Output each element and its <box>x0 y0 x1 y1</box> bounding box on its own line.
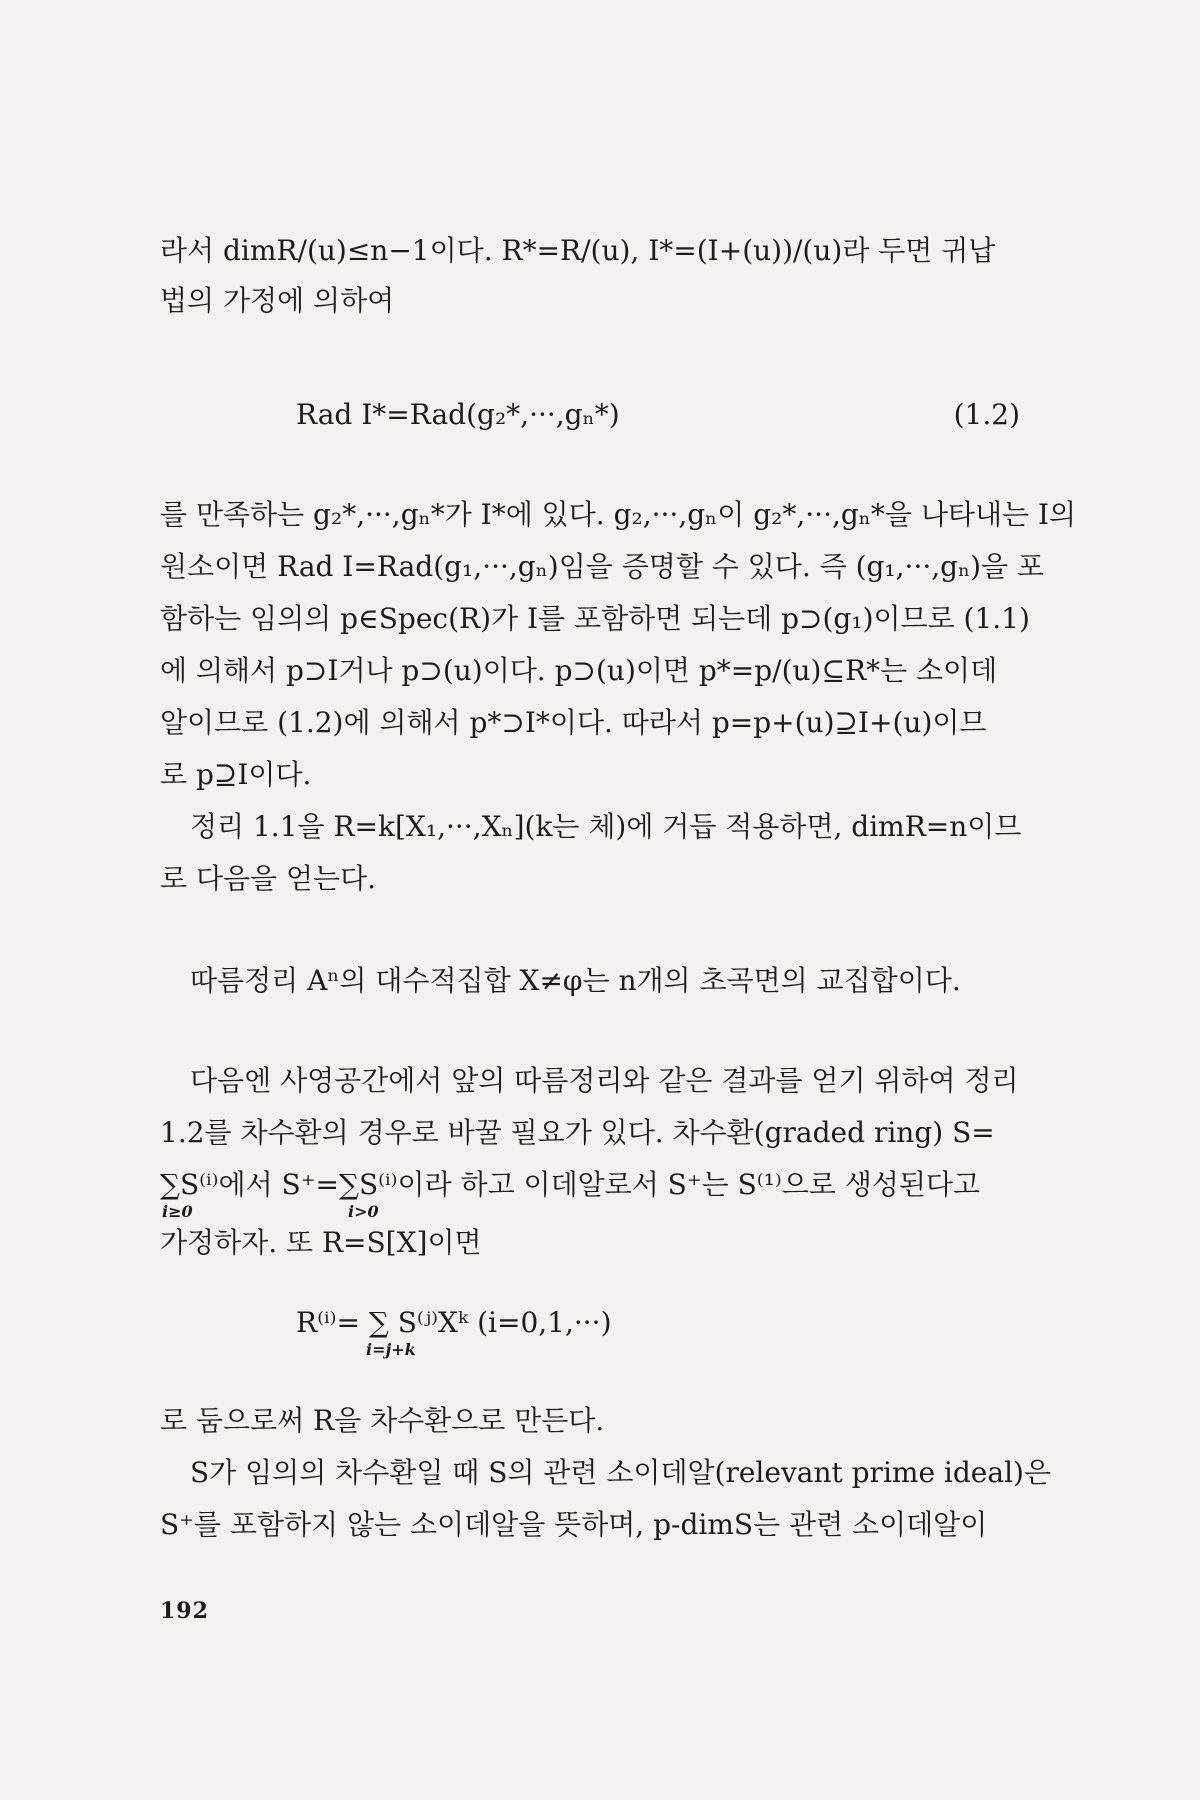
text-line: 가정하자. 또 R=S[X]이면 <box>160 1226 482 1259</box>
text-line: 로 p⊇I이다. <box>160 758 312 791</box>
text-line: 알이므로 (1.2)에 의해서 p*⊃I*이다. 따라서 p=p+(u)⊇I+(u)이므 <box>160 706 987 739</box>
text-line: S가 임의의 차수환일 때 S의 관련 소이데알(relevant prime ideal)은 <box>190 1456 1051 1489</box>
summation-index: i>0 <box>348 1202 379 1221</box>
equation-number: (1.2) <box>953 398 1020 431</box>
page-number: 192 <box>160 1598 209 1624</box>
corollary-statement: 따름정리 Aⁿ의 대수적집합 X≠φ는 n개의 초곡면의 교집합이다. <box>190 964 961 997</box>
text-line: 라서 dimR/(u)≤n−1이다. R*=R/(u), I*=(I+(u))/(u)라 두면 귀납 <box>160 234 996 267</box>
text-line: 에 의해서 p⊃I거나 p⊃(u)이다. p⊃(u)이면 p*=p/(u)⊆R*는 소이데 <box>160 654 998 687</box>
equation-1-2: Rad I*=Rad(g₂*,···,gₙ*) <box>296 398 620 431</box>
text-line: 정리 1.1을 R=k[X₁,···,Xₙ](k는 체)에 거듭 적용하면, dimR=n이므 <box>190 810 1022 843</box>
text-line: 로 다음을 얻는다. <box>160 862 377 895</box>
text-line: 원소이면 Rad I=Rad(g₁,···,gₙ)임을 증명할 수 있다. 즉 (g₁,···,gₙ)을 포 <box>160 550 1045 583</box>
text-line: 1.2를 차수환의 경우로 바꿀 필요가 있다. 차수환(graded ring) S= <box>160 1116 995 1149</box>
summation-index: i=j+k <box>366 1340 416 1359</box>
text-line: 다음엔 사영공간에서 앞의 따름정리와 같은 결과를 얻기 위하여 정리 <box>190 1064 1019 1097</box>
text-line: 법의 가정에 의하여 <box>160 284 395 317</box>
text-body <box>160 0 1077 1800</box>
text-line: S⁺를 포함하지 않는 소이데알을 뜻하며, p-dimS는 관련 소이데알이 <box>160 1508 988 1541</box>
summation-index: i≥0 <box>162 1202 193 1221</box>
text-line: 함하는 임의의 p∈Spec(R)가 I를 포함하면 되는데 p⊃(g₁)이므로 (1.1) <box>160 602 1030 635</box>
text-line: 로 둠으로써 R을 차수환으로 만든다. <box>160 1404 605 1437</box>
text-line: ∑S⁽ⁱ⁾에서 S⁺=∑S⁽ⁱ⁾이라 하고 이데알로서 S⁺는 S⁽¹⁾으로 생성된다고 <box>160 1168 980 1201</box>
equation-graded: R⁽ⁱ⁾= ∑ S⁽ʲ⁾Xᵏ (i=0,1,···) <box>296 1306 612 1339</box>
text-line: 를 만족하는 g₂*,···,gₙ*가 I*에 있다. g₂,···,gₙ이 g₂*,···,gₙ*을 나타내는 I의 <box>160 498 1077 531</box>
